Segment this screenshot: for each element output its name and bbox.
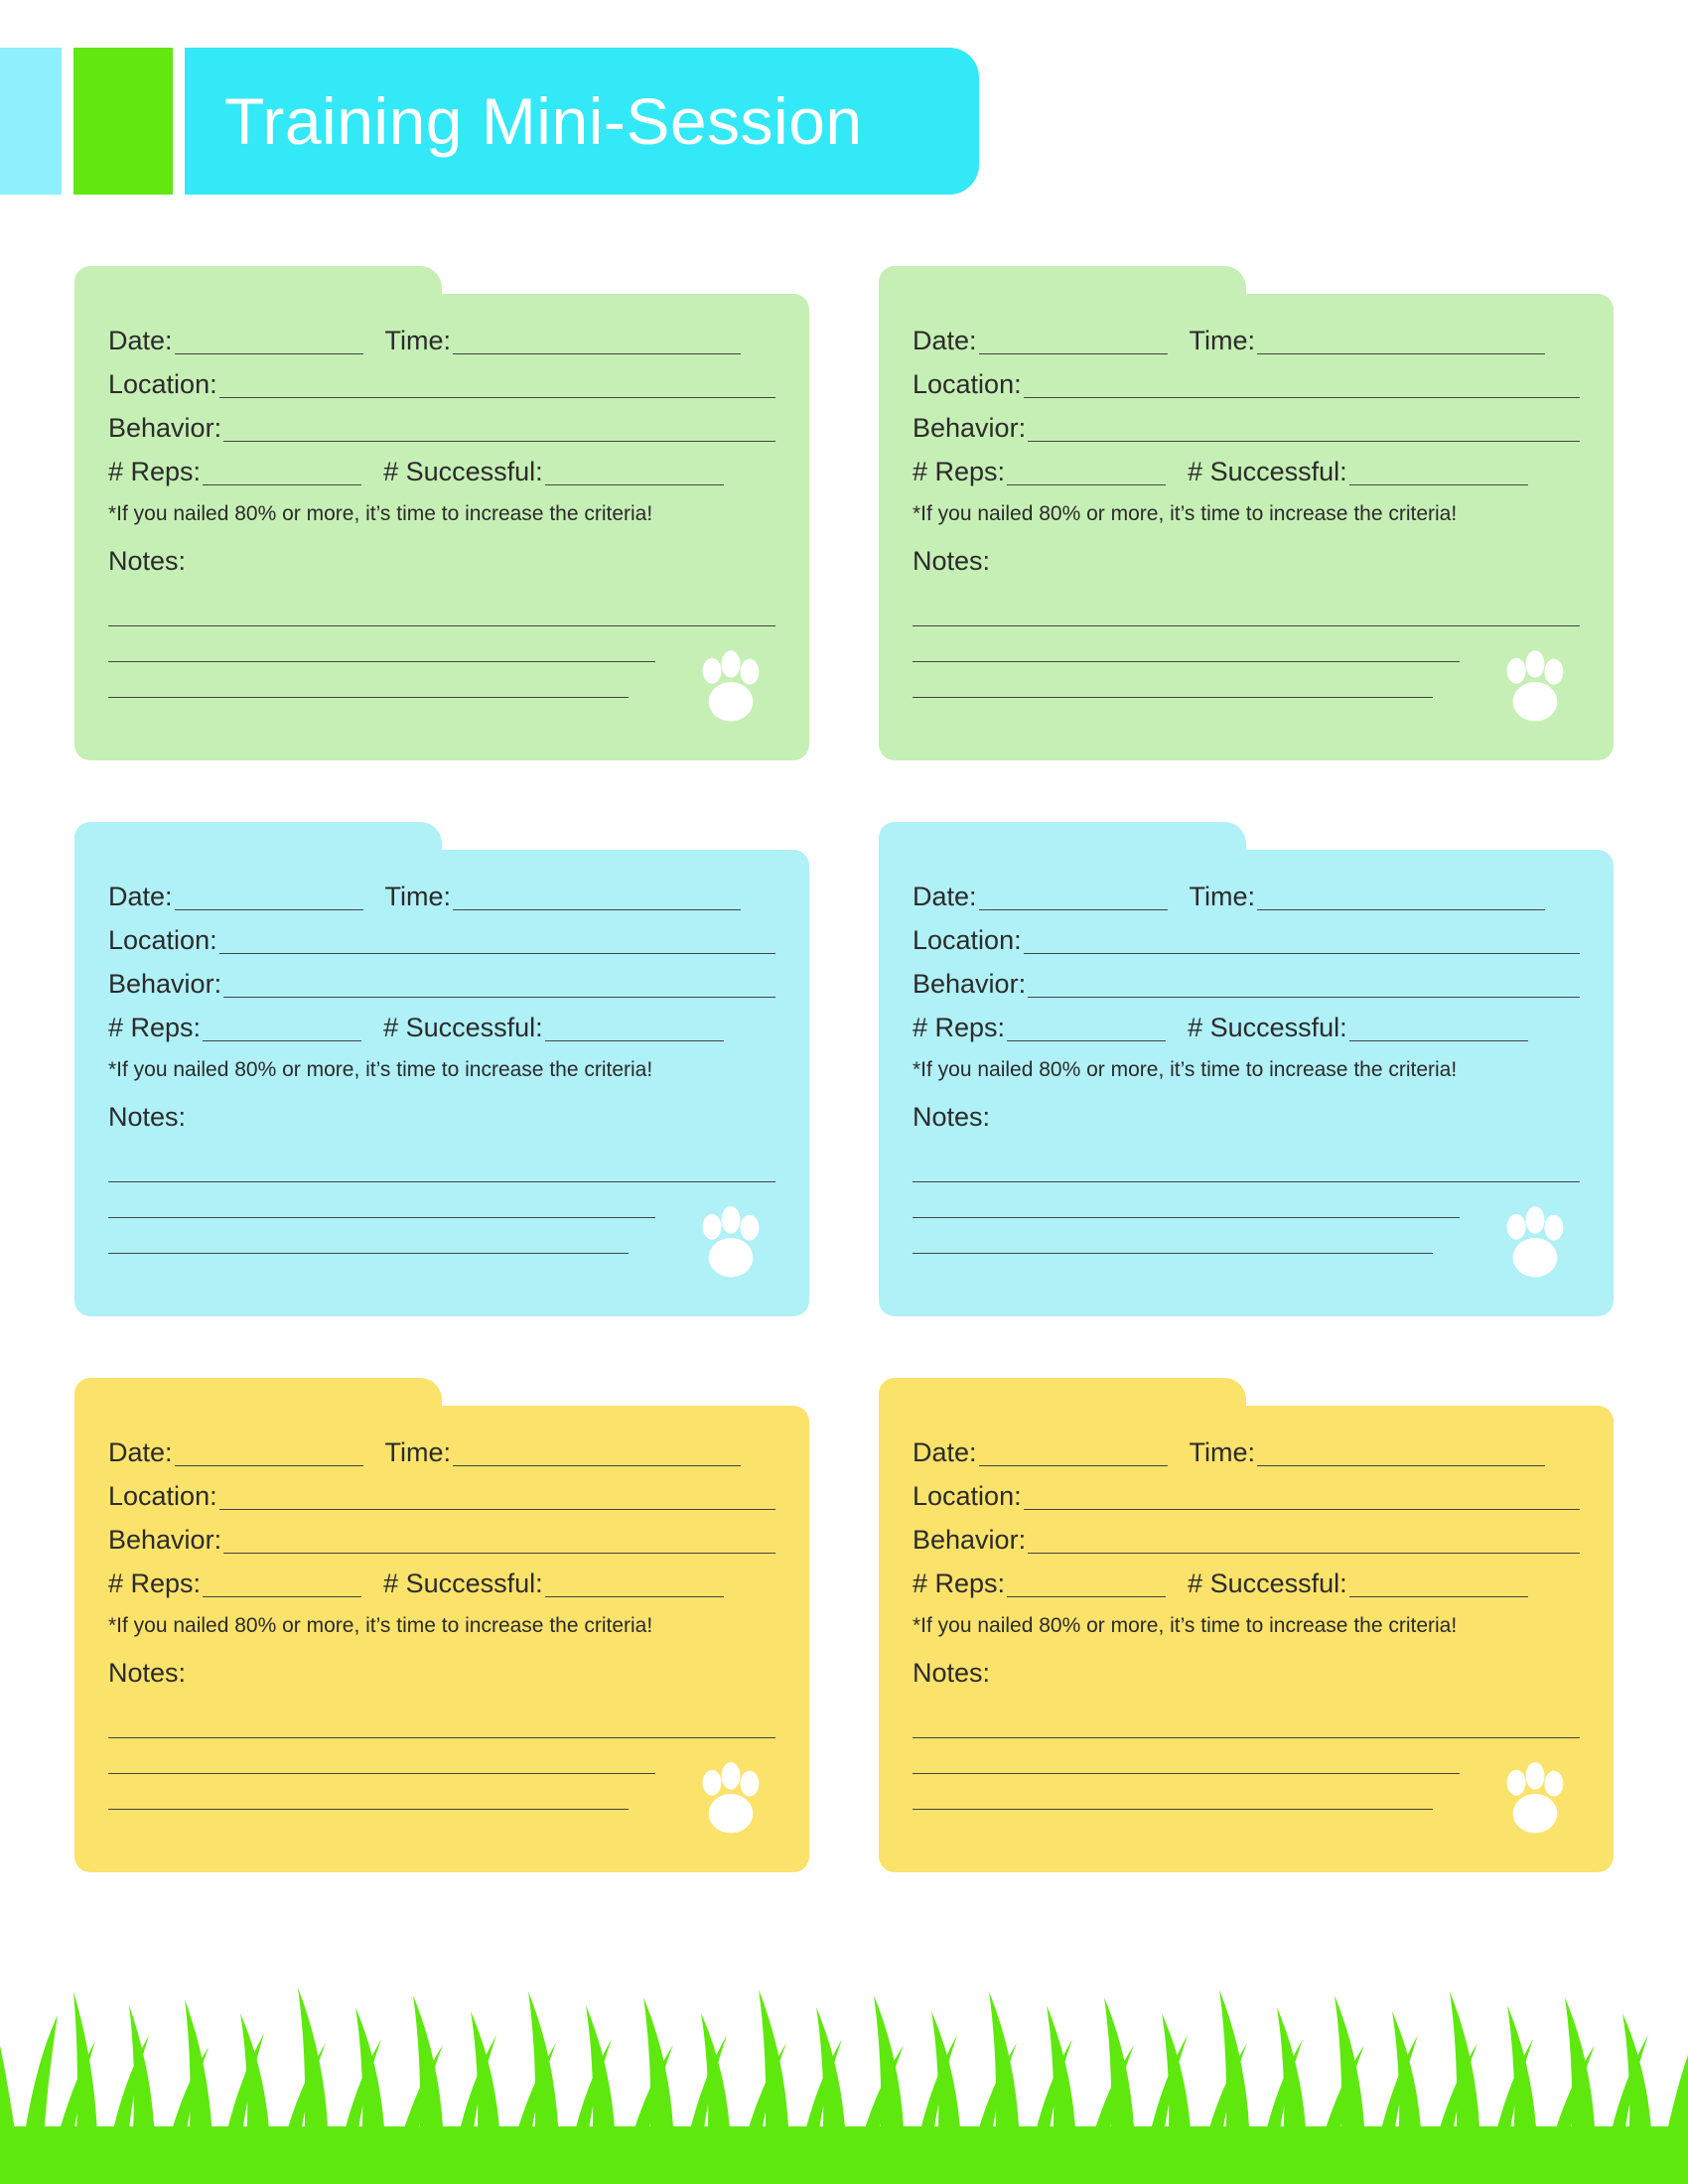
notes-line-2[interactable] [108,1738,655,1774]
notes-line-3[interactable] [108,1218,629,1254]
date-label: Date: [913,326,977,355]
notes-line-1[interactable] [913,591,1580,626]
date-input-line[interactable] [979,1443,1168,1466]
successful-label: # Successful: [383,457,543,486]
notes-line-1[interactable] [913,1703,1580,1738]
card-folder-tab [74,1378,442,1406]
reps-label: # Reps: [913,1569,1006,1598]
paw-icon [1492,1757,1578,1843]
card-body [74,850,809,1316]
notes-label: Notes: [108,546,187,576]
card-row-1 [74,266,1614,760]
time-label: Time: [384,882,452,911]
header-accent-green-block [73,48,173,195]
date-input-line[interactable] [979,332,1168,354]
reps-row [108,1570,775,1597]
behavior-input-line[interactable] [1028,975,1580,998]
header-gap-2 [173,48,185,195]
paw-icon [688,1201,774,1287]
paw-icon [688,1757,774,1843]
date-time-row [913,328,1580,354]
notes-label: Notes: [108,1658,187,1688]
date-time-row [913,1439,1580,1466]
behavior-label: Behavior: [108,1525,222,1555]
notes-line-2[interactable] [108,1182,655,1218]
notes-line-2[interactable] [913,1738,1460,1774]
reps-row [108,459,775,485]
notes-line-3[interactable] [913,1218,1433,1254]
successful-label: # Successful: [1188,457,1347,486]
successful-input-line[interactable] [545,1019,724,1041]
criteria-tip: *If you nailed 80% or more, it’s time to increase the criteria! [108,1058,653,1081]
reps-input-line[interactable] [1007,463,1166,485]
behavior-input-line[interactable] [223,1531,775,1554]
reps-row [913,1570,1580,1597]
location-row [108,1483,775,1510]
notes-line-1[interactable] [108,1147,775,1182]
location-input-line[interactable] [1024,375,1580,398]
behavior-label: Behavior: [913,413,1027,443]
criteria-tip: *If you nailed 80% or more, it’s time to increase the criteria! [913,502,1458,525]
location-label: Location: [108,369,217,399]
location-input-line[interactable] [219,1487,775,1510]
notes-label: Notes: [913,1658,991,1688]
behavior-label: Behavior: [913,969,1027,999]
notes-line-3[interactable] [913,1774,1433,1810]
reps-row [108,1015,775,1041]
notes-line-2[interactable] [913,1182,1460,1218]
session-card-5 [74,1378,809,1872]
location-row [913,371,1580,398]
behavior-input-line[interactable] [1028,419,1580,442]
reps-row [913,459,1580,485]
behavior-row [913,971,1580,998]
successful-input-line[interactable] [1349,463,1528,485]
successful-label: # Successful: [383,1013,543,1042]
reps-label: # Reps: [108,1013,202,1042]
notes-line-2[interactable] [108,626,655,662]
session-card-grid [74,266,1614,1934]
card-row-3 [74,1378,1614,1872]
card-folder-tab [74,266,442,294]
criteria-tip: *If you nailed 80% or more, it’s time to increase the criteria! [108,502,653,525]
date-label: Date: [913,1437,977,1467]
reps-input-line[interactable] [203,1574,361,1597]
card-body [879,850,1614,1316]
card-folder-tab [879,822,1246,850]
notes-line-1[interactable] [108,1703,775,1738]
date-label: Date: [108,326,173,355]
date-time-row [108,1439,775,1466]
date-input-line[interactable] [175,332,363,354]
notes-line-1[interactable] [108,591,775,626]
header-title-bar [185,48,979,195]
behavior-input-line[interactable] [223,419,775,442]
location-row [108,371,775,398]
time-input-line[interactable] [453,332,741,354]
reps-input-line[interactable] [203,463,361,485]
session-card-6 [879,1378,1614,1872]
card-row-2 [74,822,1614,1316]
criteria-tip: *If you nailed 80% or more, it’s time to increase the criteria! [913,1614,1458,1637]
notes-label: Notes: [108,1102,187,1132]
behavior-label: Behavior: [108,969,222,999]
paw-icon [1492,1201,1578,1287]
reps-input-line[interactable] [203,1019,361,1041]
notes-line-1[interactable] [913,1147,1580,1182]
page-title: Training Mini-Session [224,84,863,158]
behavior-row [108,971,775,998]
header-gap-1 [62,48,73,195]
successful-label: # Successful: [1188,1013,1347,1042]
date-label: Date: [108,1437,173,1467]
location-label: Location: [108,1481,217,1511]
location-input-line[interactable] [1024,1487,1580,1510]
date-time-row [108,328,775,354]
date-input-line[interactable] [979,887,1168,910]
date-input-line[interactable] [175,887,363,910]
time-input-line[interactable] [453,1443,741,1466]
session-card-2 [879,266,1614,760]
time-label: Time: [384,326,452,355]
time-label: Time: [1189,882,1256,911]
notes-line-3[interactable] [108,662,629,698]
card-body [74,1406,809,1872]
successful-input-line[interactable] [545,463,724,485]
successful-input-line[interactable] [545,1574,724,1597]
reps-label: # Reps: [913,457,1006,486]
location-label: Location: [913,1481,1022,1511]
paw-icon [1492,645,1578,731]
behavior-row [108,1527,775,1554]
page-header [0,48,979,195]
location-label: Location: [913,369,1022,399]
notes-line-3[interactable] [108,1774,629,1810]
notes-label: Notes: [913,1102,991,1132]
successful-label: # Successful: [383,1569,543,1598]
notes-label: Notes: [913,546,991,576]
time-label: Time: [1189,1437,1256,1467]
reps-label: # Reps: [108,1569,202,1598]
paw-icon [688,645,774,731]
successful-label: # Successful: [1188,1569,1347,1598]
card-body [879,1406,1614,1872]
session-card-4 [879,822,1614,1316]
reps-row [913,1015,1580,1041]
date-label: Date: [913,882,977,911]
date-time-row [913,884,1580,910]
behavior-input-line[interactable] [223,975,775,998]
location-row [913,927,1580,954]
notes-line-2[interactable] [913,626,1460,662]
time-input-line[interactable] [1257,887,1545,910]
reps-input-line[interactable] [1007,1574,1166,1597]
card-folder-tab [879,266,1246,294]
location-input-line[interactable] [219,375,775,398]
behavior-input-line[interactable] [1028,1531,1580,1554]
card-folder-tab [879,1378,1246,1406]
time-input-line[interactable] [1257,332,1545,354]
time-label: Time: [384,1437,452,1467]
criteria-tip: *If you nailed 80% or more, it’s time to increase the criteria! [108,1614,653,1637]
card-folder-tab [74,822,442,850]
card-body [879,294,1614,760]
behavior-row [108,415,775,442]
successful-input-line[interactable] [1349,1574,1528,1597]
time-label: Time: [1189,326,1256,355]
behavior-row [913,1527,1580,1554]
location-label: Location: [913,925,1022,955]
date-label: Date: [108,882,173,911]
location-input-line[interactable] [1024,931,1580,954]
location-row [108,927,775,954]
card-body [74,294,809,760]
location-label: Location: [108,925,217,955]
reps-input-line[interactable] [1007,1019,1166,1041]
behavior-label: Behavior: [108,413,222,443]
criteria-tip: *If you nailed 80% or more, it’s time to increase the criteria! [913,1058,1458,1081]
location-input-line[interactable] [219,931,775,954]
notes-line-3[interactable] [913,662,1433,698]
date-input-line[interactable] [175,1443,363,1466]
reps-label: # Reps: [913,1013,1006,1042]
behavior-label: Behavior: [913,1525,1027,1555]
successful-input-line[interactable] [1349,1019,1528,1041]
time-input-line[interactable] [453,887,741,910]
grass-border-decoration [0,1896,1688,2184]
time-input-line[interactable] [1257,1443,1545,1466]
date-time-row [108,884,775,910]
reps-label: # Reps: [108,457,202,486]
session-card-1 [74,266,809,760]
header-accent-cyan-block [0,48,62,195]
behavior-row [913,415,1580,442]
location-row [913,1483,1580,1510]
session-card-3 [74,822,809,1316]
